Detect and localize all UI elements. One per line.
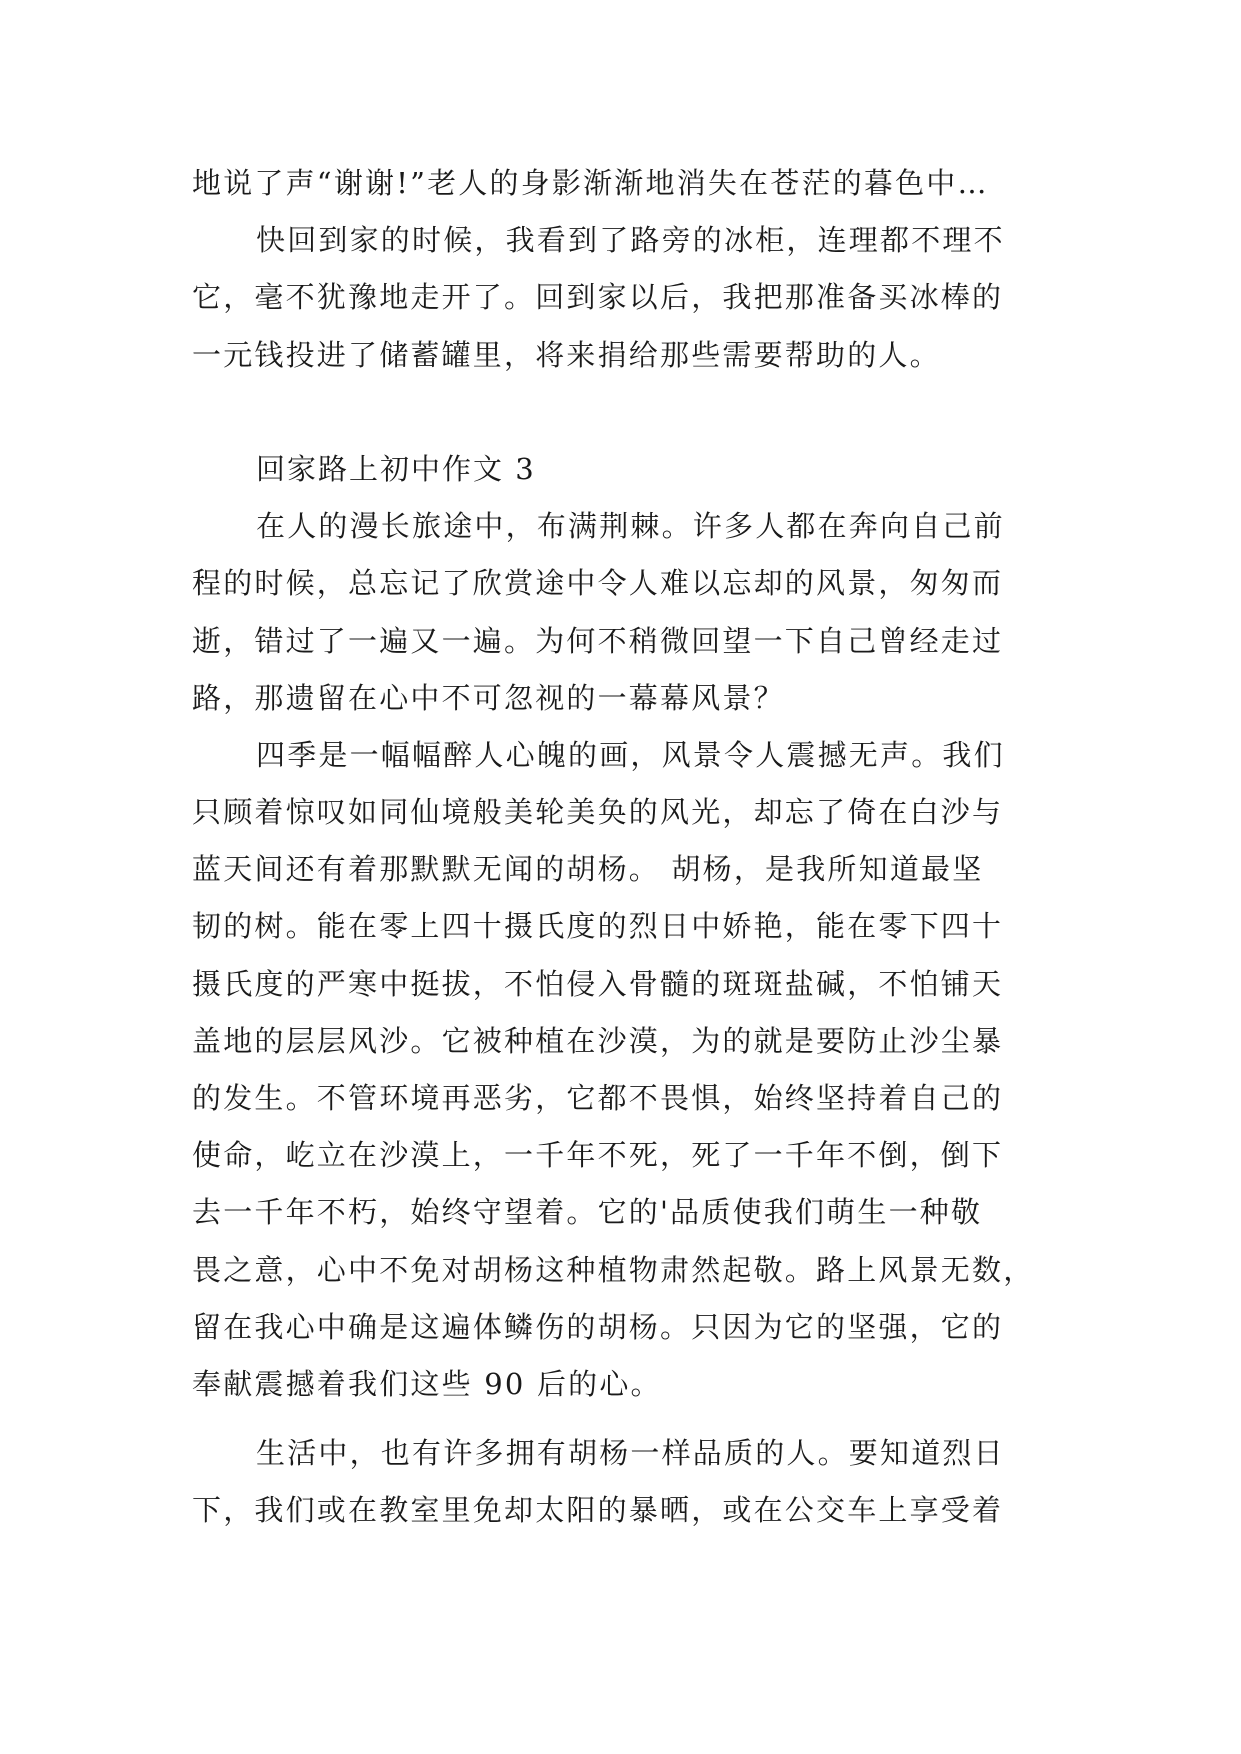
text-line: 程的时候，总忘记了欣赏途中令人难以忘却的风景，匆匆而 (192, 566, 1004, 601)
text-line: 奉献震撼着我们这些 90 后的心。 (192, 1366, 662, 1401)
text-line: 使命，屹立在沙漠上，一千年不死，死了一千年不倒，倒下 (192, 1138, 1004, 1173)
text-line: 畏之意，心中不免对胡杨这种植物肃然起敬。路上风景无数， (192, 1252, 1035, 1287)
text-line: 去一千年不朽，始终守望着。它的'品质使我们萌生一种敬 (192, 1195, 983, 1230)
text-line: 韧的树。能在零上四十摄氏度的烈日中娇艳，能在零下四十 (192, 909, 1004, 944)
text-line: 留在我心中确是这遍体鳞伤的胡杨。只因为它的坚强，它的 (192, 1309, 1004, 1344)
text-line: 一元钱投进了储蓄罐里，将来捐给那些需要帮助的人。 (192, 337, 941, 372)
blank-line (192, 384, 1052, 441)
paragraph-start-line: 四季是一幅幅醉人心魄的画，风景令人震撼无声。我们 (256, 737, 1005, 772)
text-line: 逝，错过了一遍又一遍。为何不稍微回望一下自己曾经走过 (192, 623, 1004, 658)
paragraph-gap (192, 1413, 1052, 1425)
paragraph-start-line: 快回到家的时候，我看到了路旁的冰柜，连理都不理不 (256, 223, 1005, 258)
section-heading: 回家路上初中作文 3 (256, 451, 536, 486)
text-line: 它，毫不犹豫地走开了。回到家以后，我把那准备买冰棒的 (192, 280, 1004, 315)
text-line: 地说了声“谢谢!”老人的身影渐渐地消失在苍茫的暮色中… (192, 166, 989, 200)
text-line: 盖地的层层风沙。它被种植在沙漠，为的就是要防止沙尘暴 (192, 1023, 1004, 1058)
text-line: 摄氏度的严寒中挺拔，不怕侵入骨髓的斑斑盐碱，不怕铺天 (192, 966, 1004, 1001)
document-body (192, 155, 1052, 1540)
text-line: 的发生。不管环境再恶劣，它都不畏惧，始终坚持着自己的 (192, 1081, 1004, 1115)
text-line: 路，那遗留在心中不可忽视的一幕幕风景？ (192, 680, 785, 715)
text-line: 只顾着惊叹如同仙境般美轮美奂的风光，却忘了倚在白沙与 (192, 795, 1004, 830)
text-line: 下，我们或在教室里免却太阳的暴晒，或在公交车上享受着 (192, 1493, 1004, 1528)
text-line: 蓝天间还有着那默默无闻的胡杨。 胡杨，是我所知道最坚 (192, 852, 984, 887)
paragraph-start-line: 在人的漫长旅途中，布满荆棘。许多人都在奔向自己前 (256, 509, 1005, 544)
paragraph-start-line: 生活中，也有许多拥有胡杨一样品质的人。要知道烈日 (256, 1436, 1005, 1471)
